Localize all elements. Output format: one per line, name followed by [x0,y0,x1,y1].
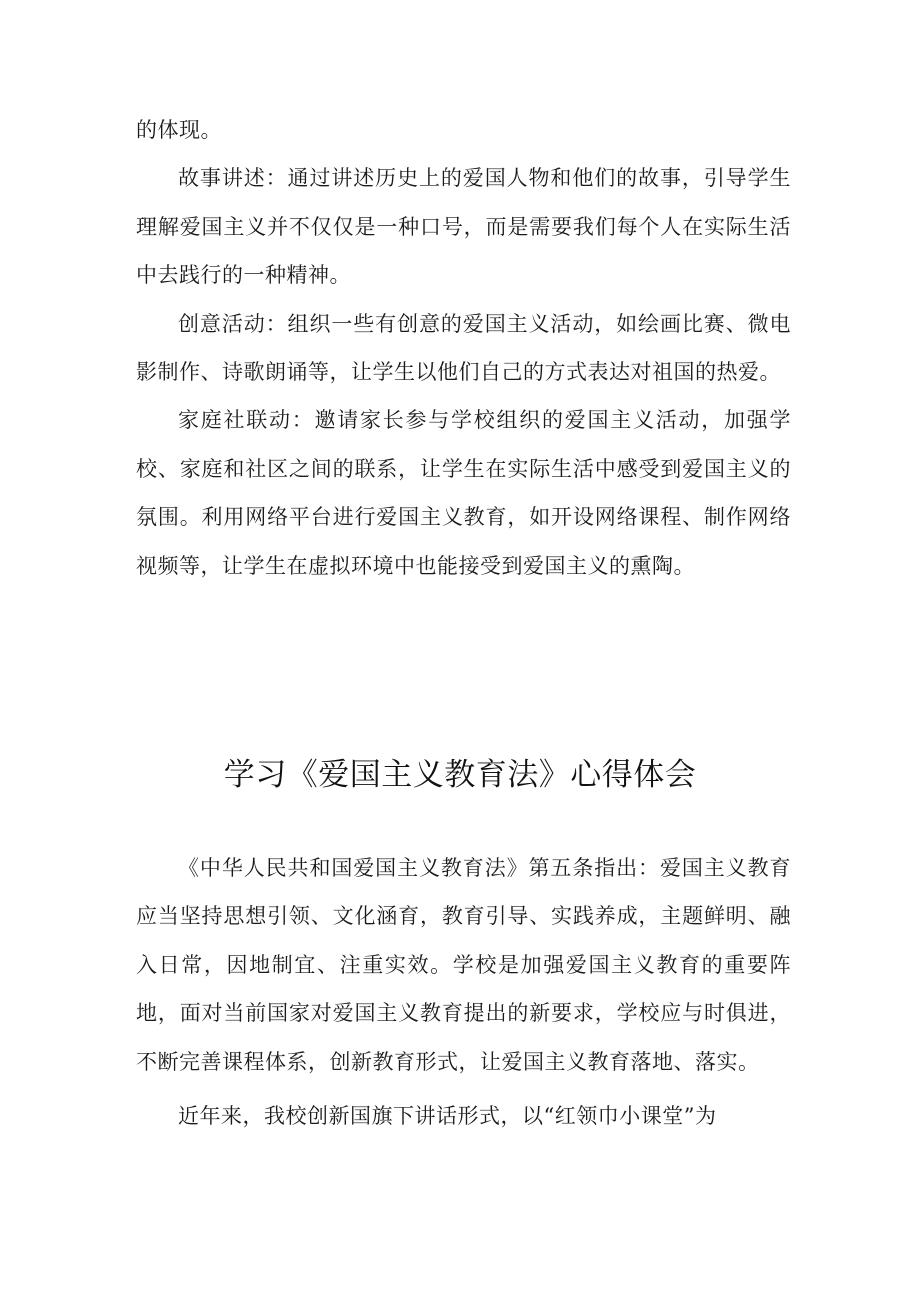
article-title: 学习《爱国主义教育法》心得体会 [223,757,697,793]
paragraph-law-article: 《中华人民共和国爱国主义教育法》第五条指出：爱国主义教育应当坚持思想引领、文化涵育，教育引导、实践养成，主题鲜明、融入日常，因地制宜、注重实效。学校是加强爱国主义教育的重要阵地，面对当前国家对爱国主义教育提出的新要求，学校应与时俱进，不断完善课程体系，创新教育形式，让爱国主义教育落地、落实。 [136,856,791,1074]
paragraph-continuation: 的体现。 [136,118,222,142]
paragraph-family-community: 家庭社联动：邀请家长参与学校组织的爱国主义活动，加强学校、家庭和社区之间的联系，让学生在实际生活中感受到爱国主义的氛围。利用网络平台进行爱国主义教育，如开设网络课程、制作网络视频等，让学生在虚拟环境中也能接受到爱国主义的熏陶。 [136,408,791,578]
body-text-bottom [136,844,791,1140]
body-text-top [136,106,791,590]
paragraph-story-telling: 故事讲述：通过讲述历史上的爱国人物和他们的故事，引导学生理解爱国主义并不仅仅是一种口号，而是需要我们每个人在实际生活中去践行的一种精神。 [136,166,791,288]
paragraph-creative-activities: 创意活动：组织一些有创意的爱国主义活动，如绘画比赛、微电影制作、诗歌朗诵等，让学生以他们自己的方式表达对祖国的热爱。 [136,311,791,385]
paragraph-school-practice: 近年来，我校创新国旗下讲话形式，以“红领巾小课堂”为 [178,1104,717,1129]
